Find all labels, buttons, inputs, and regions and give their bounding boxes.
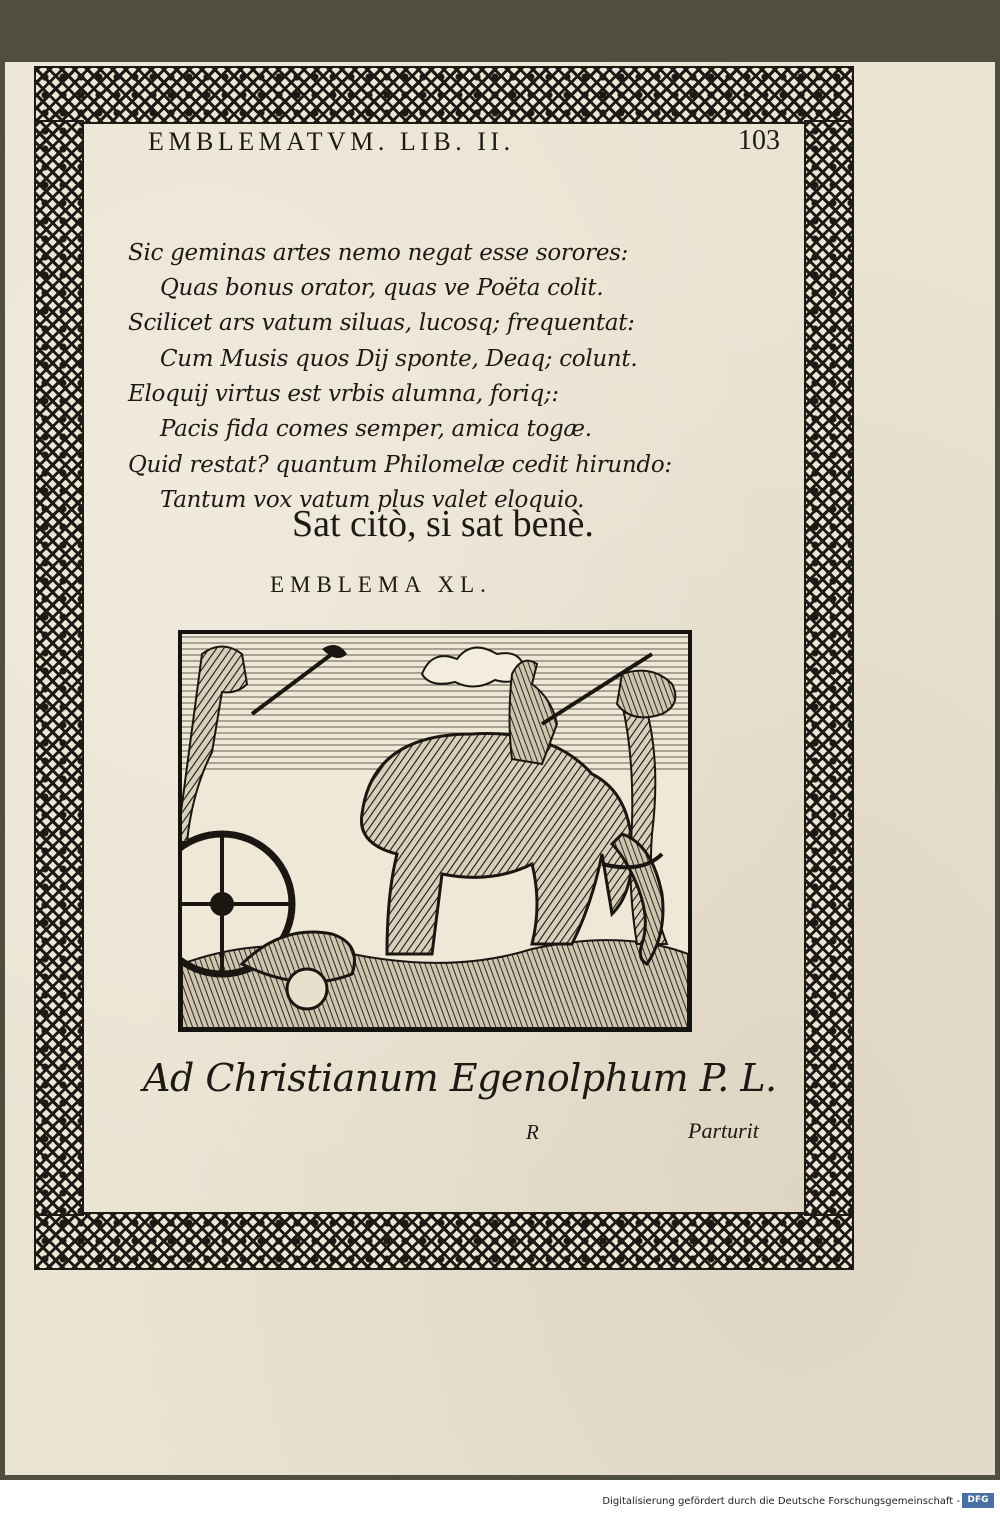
border-bottom — [36, 1214, 852, 1268]
woodcut-illustration — [178, 630, 692, 1032]
border-left — [36, 122, 82, 1214]
page-number: 103 — [738, 125, 780, 156]
border-top — [36, 68, 852, 122]
dfg-logo-icon[interactable]: DFG — [962, 1493, 994, 1508]
emblem-motto: Sat citò, si sat benè. — [292, 503, 594, 545]
verse-line: Scilicet ars vatum siluas, lucosq; frequentat: — [128, 310, 635, 336]
verse-line: Quid restat? quantum Philomelæ cedit hirundo: — [128, 452, 672, 478]
border-right — [806, 122, 852, 1214]
verse-line: Quas bonus orator, quas ve Poëta colit. — [160, 275, 604, 301]
verse-line: Sic geminas artes nemo negat esse sorores: — [128, 240, 629, 266]
signature-mark: R — [526, 1120, 539, 1144]
verse-line: Tantum vox vatum plus valet eloquio. — [160, 487, 585, 513]
verse-line: Cum Musis quos Dij sponte, Deaq; colunt. — [160, 346, 638, 372]
dedication-line: Ad Christianum Egenolphum P. L. — [143, 1056, 777, 1100]
elephant-woodcut-image — [182, 634, 688, 1028]
emblem-number: EMBLEMA XL. — [270, 572, 492, 597]
funding-credit: Digitalisierung gefördert durch die Deutsche Forschungsgemeinschaft - — [602, 1496, 960, 1507]
catchword: Parturit — [688, 1118, 759, 1143]
verse-line: Eloquij virtus est vrbis alumna, foriq;: — [128, 381, 559, 407]
verse-line: Pacis fida comes semper, amica togæ. — [160, 416, 592, 442]
running-head: EMBLEMATVM. LIB. II. — [148, 127, 515, 156]
